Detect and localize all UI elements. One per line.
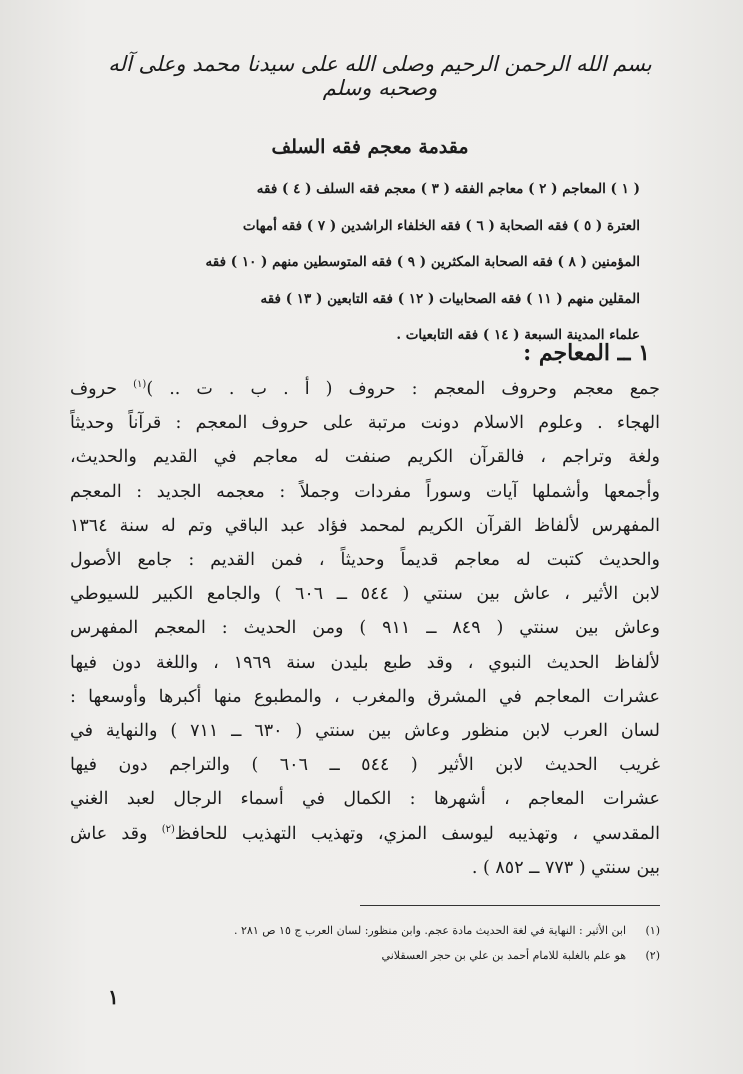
body-line: وأجمعها وأشملها آيات وسوراً مفردات وجملاً : معجمه الجديد : المعجم — [70, 481, 660, 502]
footnote-text: هو علم بالغلبة للامام أحمد بن علي بن حجر العسقلاني — [381, 949, 626, 962]
footnote-number: (١) — [645, 924, 660, 937]
body-line — [70, 817, 660, 851]
body-line: عشرات المعاجم في المشرق والمغرب ، والمطبوع منها أكبرها وأوسعها : — [70, 686, 660, 707]
footnotes — [70, 918, 660, 968]
contents-list — [120, 171, 640, 354]
body-line: وعاش بين سنتي ( ٨٤٩ ــ ٩١١ ) ومن الحديث : المعجم المفهرس — [70, 618, 660, 639]
body-line — [70, 372, 660, 406]
footnote-divider — [360, 905, 660, 906]
body-line: لسان العرب لابن منظور وعاش بين سنتي ( ٦٣٠ ــ ٧١١ ) والنهاية في — [70, 721, 660, 742]
basmala-heading: بسم الله الرحمن الرحيم وصلى الله على سيدنا محمد وعلى آله وصحبه وسلم — [108, 52, 652, 100]
section-heading: ١ ــ المعاجم : — [523, 340, 650, 366]
contents-line: المؤمنين ( ٨ ) فقه الصحابة المكثرين ( ٩ ) فقه المتوسطين منهم ( ١٠ ) فقه — [205, 254, 640, 270]
body-line: بين سنتي ( ٧٧٣ ــ ٨٥٢ ) . — [471, 857, 660, 878]
body-line: لابن الأثير ، عاش بين سنتي ( ٥٤٤ ــ ٦٠٦ ) والجامع الكبير للسيوطي — [70, 584, 660, 605]
body-line: عشرات المعاجم ، أشهرها : الكمال في أسماء الرجال لعبد الغني — [70, 789, 660, 810]
body-line: والحديث كتبت له معاجم قديماً وحديثاً ، فمن القديم : جامع الأصول — [70, 550, 660, 571]
body-line: غريب الحديث لابن الأثير ( ٥٤٤ ــ ٦٠٦ ) والتراجم دون فيها — [70, 755, 660, 776]
footnote — [70, 943, 660, 968]
page-title: مقدمة معجم فقه السلف — [271, 136, 469, 158]
footnote-marker: (٢) — [161, 823, 175, 835]
footnote-number: (٢) — [645, 949, 660, 962]
contents-line: المقلين منهم ( ١١ ) فقه الصحابيات ( ١٢ ) فقه التابعين ( ١٣ ) فقه — [260, 290, 640, 307]
contents-line: العترة ( ٥ ) فقه الصحابة ( ٦ ) فقه الخلفاء الراشدين ( ٧ ) فقه أمهات — [242, 217, 640, 234]
body-paragraph — [70, 372, 660, 885]
footnote-marker: (١) — [133, 379, 147, 391]
body-line-tail: حروف — [70, 379, 118, 399]
footnote-text: ابن الأثير : النهاية في لغة الحديث مادة عجم. وابن منظور: لسان العرب ج ١٥ ص ٢٨١ . — [234, 924, 626, 937]
body-line: لألفاظ الحديث النبوي ، وقد طبع بليدن سنة ١٩٦٩ ، واللغة دون فيها — [70, 652, 660, 673]
contents-line: علماء المدينة السبعة ( ١٤ ) فقه التابعيات . — [396, 327, 640, 343]
body-line: الهجاء . وعلوم الاسلام دونت مرتبة على حروف المعجم : قرآناً وحديثاً — [70, 413, 660, 434]
footnote — [70, 918, 660, 943]
body-line-text: جمع معجم وحروف المعجم : حروف ( أ . ب . ت .. ) — [146, 379, 660, 399]
contents-line: ( ١ ) المعاجم ( ٢ ) معاجم الفقه ( ٣ ) معجم فقه السلف ( ٤ ) فقه — [256, 181, 640, 197]
body-line-text: المقدسي ، وتهذيبه ليوسف المزي، وتهذيب التهذيب للحافظ — [174, 823, 660, 844]
body-line: ولغة وتراجم ، فالقرآن الكريم صنفت له معاجم في القديم والحديث، — [70, 447, 660, 468]
body-line: المفهرس لألفاظ القرآن الكريم لمحمد فؤاد عبد الباقي وتم له سنة ١٣٦٤ — [70, 515, 660, 536]
page-number: ١ — [108, 985, 119, 1009]
body-line-tail: وقد عاش — [70, 823, 148, 844]
